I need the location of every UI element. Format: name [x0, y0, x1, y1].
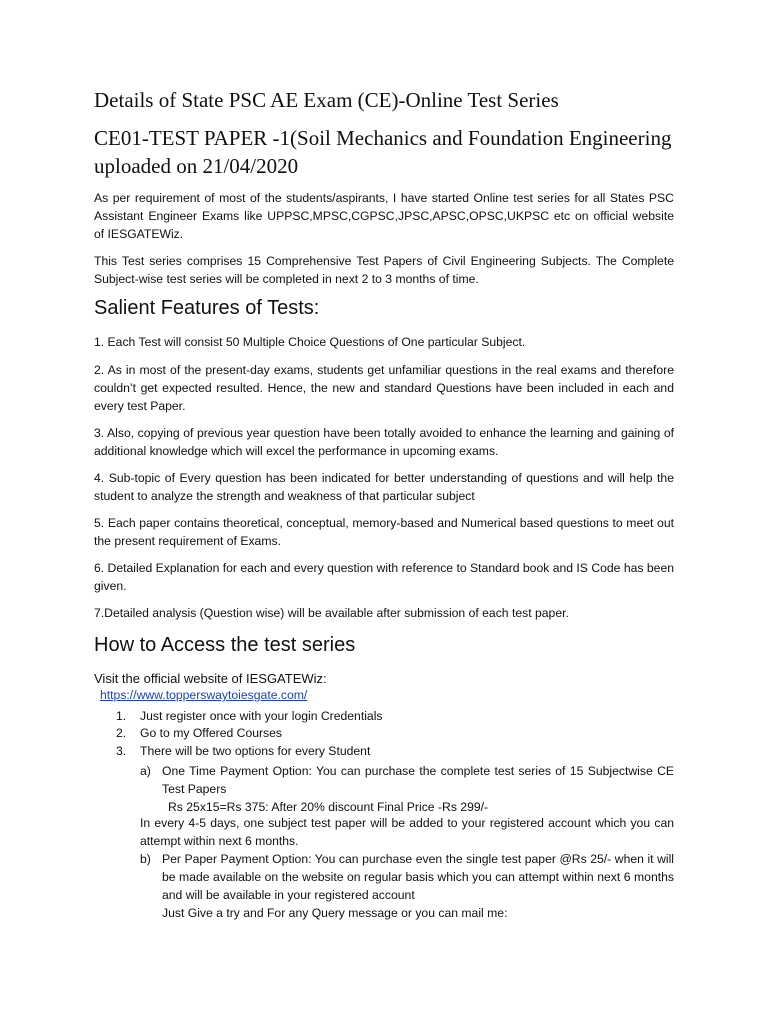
feature-item: 6. Detailed Explanation for each and every question with reference to Standard book and IS Code has been given.	[94, 561, 674, 593]
step-number: 2.	[116, 726, 127, 740]
access-heading: How to Access the test series	[94, 634, 356, 656]
option-a-label: a)	[140, 764, 151, 778]
option-b-closing: Just Give a try and For any Query message or you can mail me:	[162, 906, 508, 920]
page-title: Details of State PSC AE Exam (CE)-Online Test Series	[94, 88, 559, 112]
option-a-text: One Time Payment Option: You can purchase the complete test series of 15 Subjectwise CE Test Papers	[162, 764, 674, 796]
page-subtitle: CE01-TEST PAPER -1(Soil Mechanics and Foundation Engineering uploaded on 21/04/2020	[94, 126, 672, 178]
feature-item: 2. As in most of the present-day exams, students get unfamiliar questions in the real exams and therefore couldn’t get expected resulted. Hence, the new and standard Questions have been included in each and every test Paper.	[94, 363, 674, 413]
step-text: Go to my Offered Courses	[140, 726, 283, 740]
website-link[interactable]: https://www.topperswaytoiesgate.com/	[100, 688, 308, 702]
option-a-price: Rs 25x15=Rs 375: After 20% discount Final Price -Rs 299/-	[168, 800, 489, 814]
option-b-text: Per Paper Payment Option: You can purchase even the single test paper @Rs 25/- when it will be made available on the website on regular basis which you can attempt within next 6 months and will be available in your registered account	[162, 852, 674, 902]
feature-item: 7.Detailed analysis (Question wise) will be available after submission of each test paper.	[94, 606, 569, 620]
step-number: 1.	[116, 709, 127, 723]
step-number: 3.	[116, 744, 127, 758]
step-text: There will be two options for every Student	[140, 744, 371, 758]
feature-item: 3. Also, copying of previous year question have been totally avoided to enhance the learning and gaining of additional knowledge which will excel the performance in upcoming exams.	[94, 426, 674, 458]
option-a-note: In every 4-5 days, one subject test paper will be added to your registered account which you can attempt within next 6 months.	[140, 816, 674, 848]
intro-paragraph-2: This Test series comprises 15 Comprehensive Test Papers of Civil Engineering Subjects. The Complete Subject-wise test series will be completed in next 2 to 3 months of time.	[94, 254, 674, 286]
feature-item: 5. Each paper contains theoretical, conceptual, memory-based and Numerical based questions to meet out the present requirement of Exams.	[94, 516, 674, 548]
visit-text: Visit the official website of IESGATEWiz:	[94, 671, 327, 686]
intro-paragraph-1: As per requirement of most of the students/aspirants, I have started Online test series for all States PSC Assistant Engineer Exams like UPPSC,MPSC,CGPSC,JPSC,APSC,OPSC,UKPSC etc on official website of IESGATEWiz.	[94, 191, 674, 241]
option-b-label: b)	[140, 852, 151, 866]
feature-item: 1. Each Test will consist 50 Multiple Choice Questions of One particular Subject.	[94, 335, 526, 349]
features-heading: Salient Features of Tests:	[94, 297, 320, 319]
feature-item: 4. Sub-topic of Every question has been indicated for better understanding of questions and will help the student to analyze the strength and weakness of that particular subject	[94, 471, 674, 503]
step-text: Just register once with your login Credentials	[140, 709, 383, 723]
